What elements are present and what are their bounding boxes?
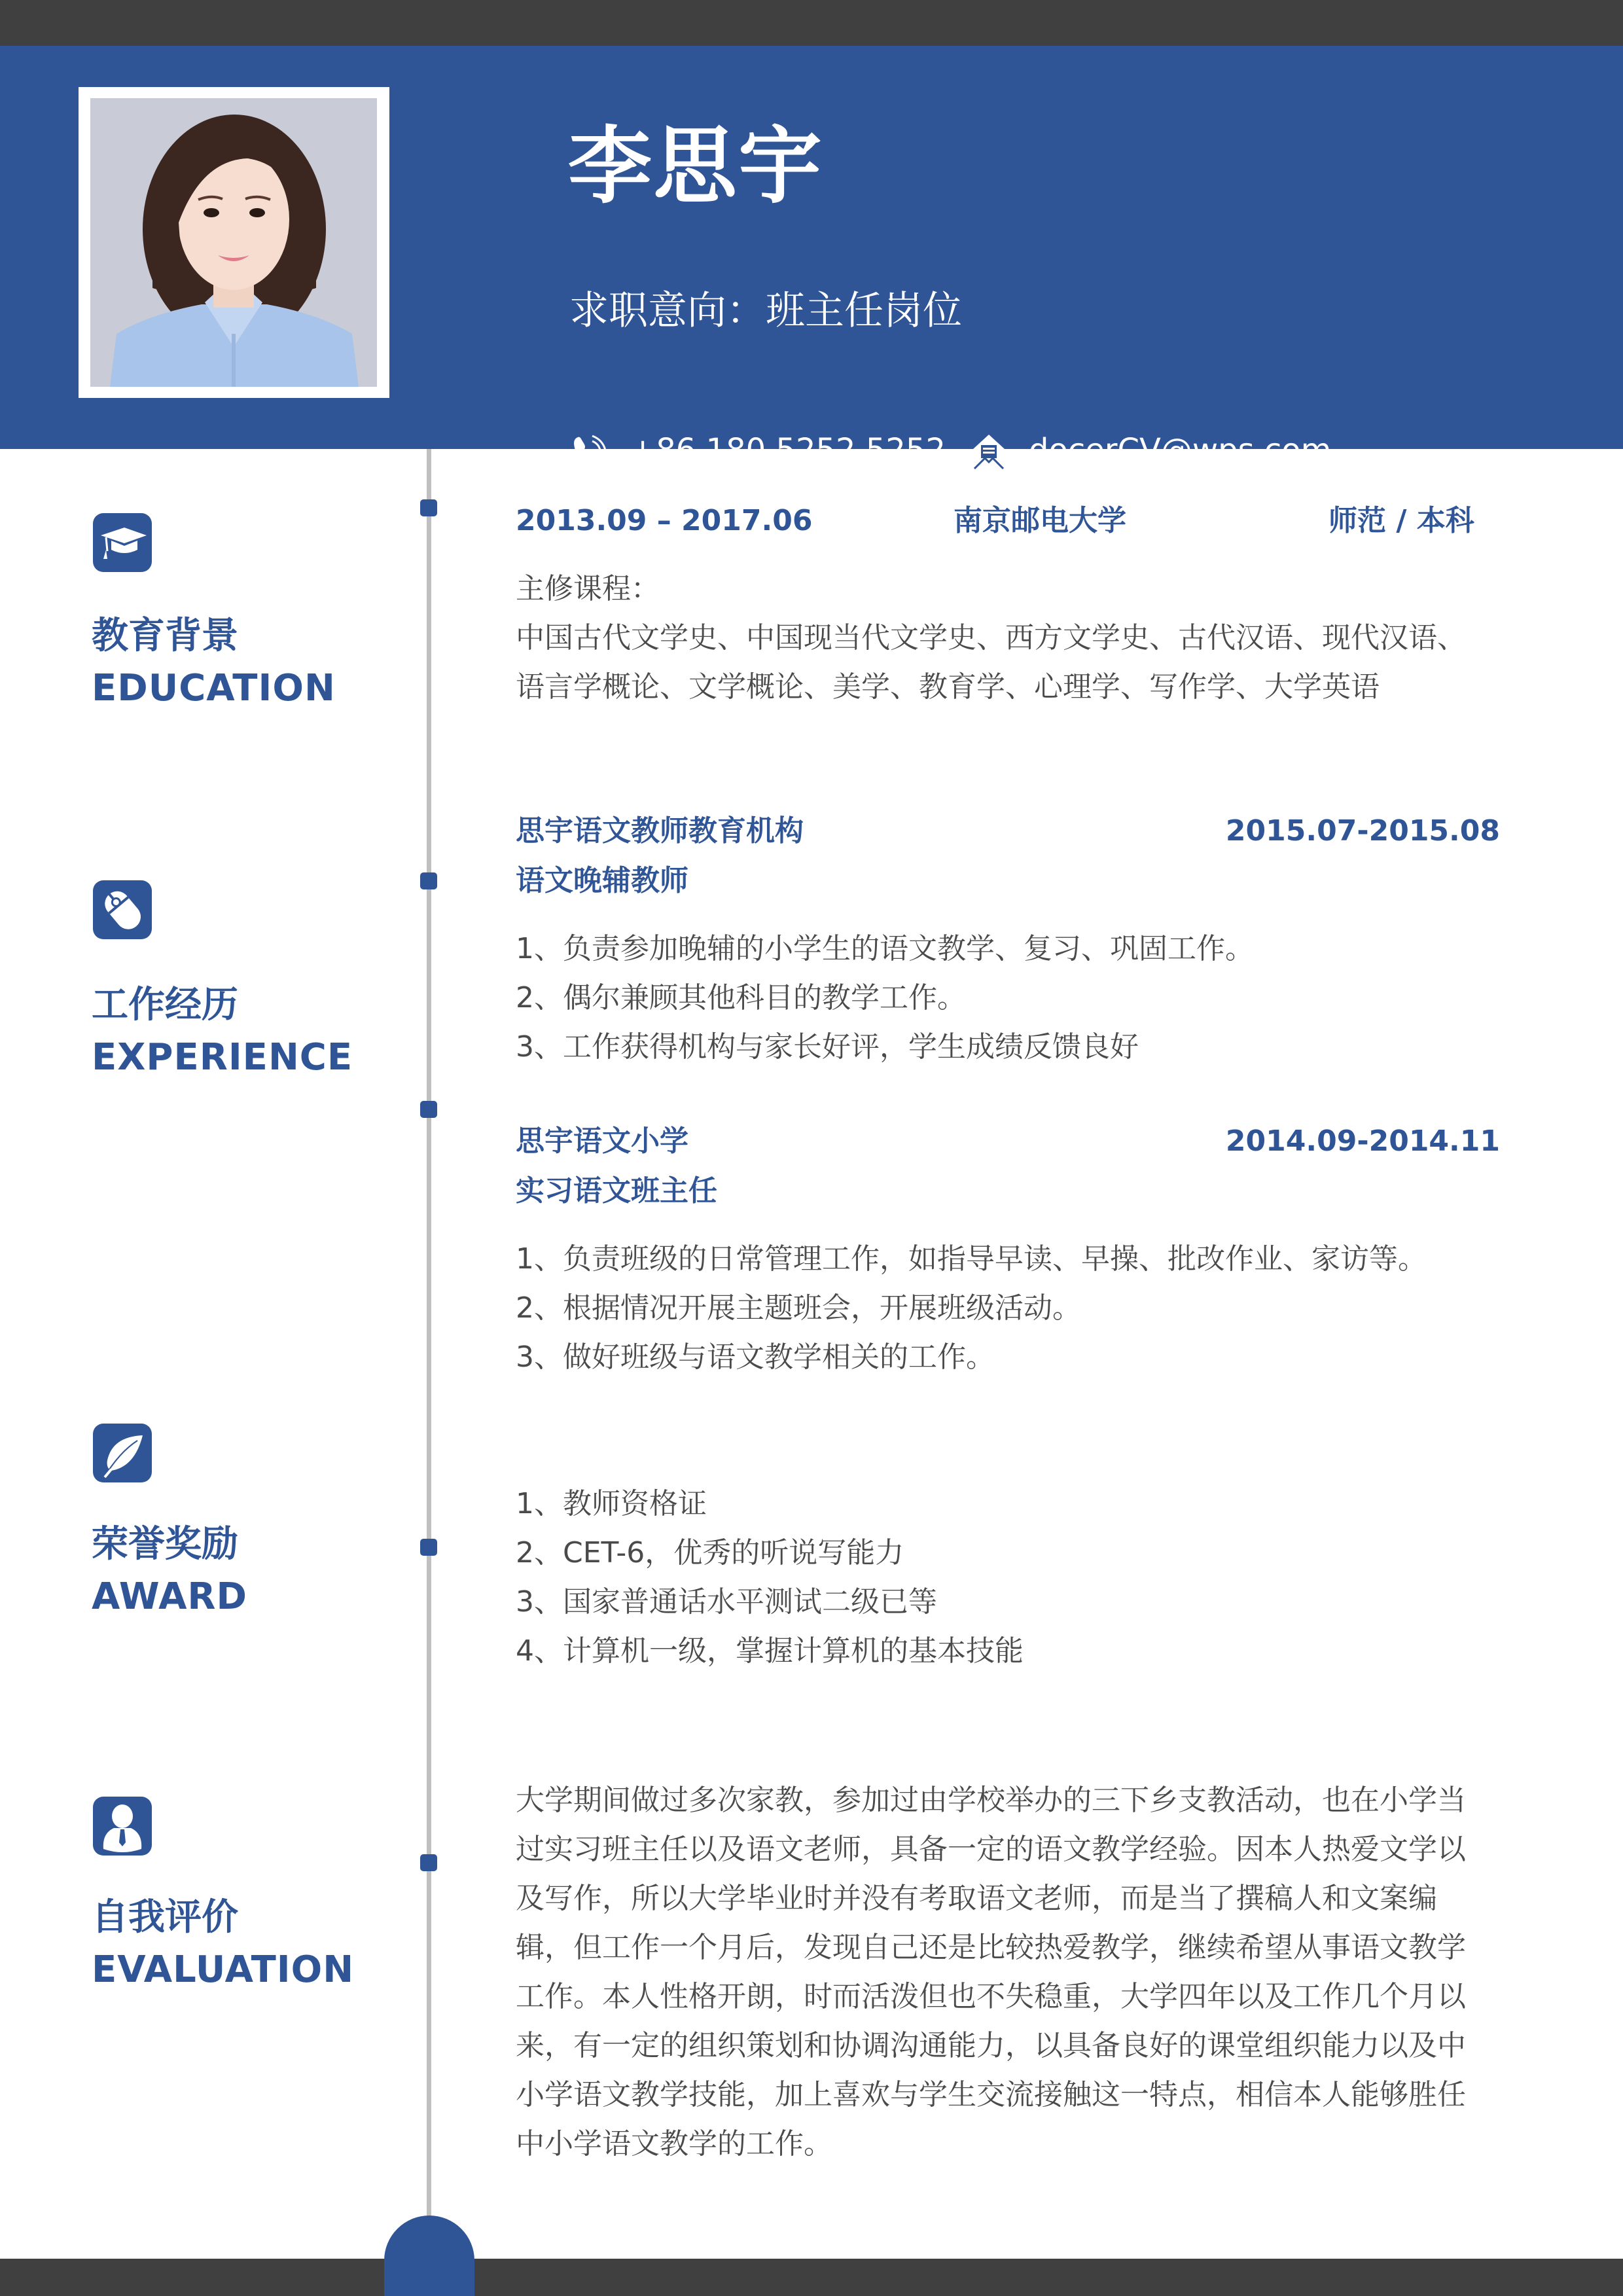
- email-address[interactable]: docerCV@wps.com: [1029, 432, 1332, 469]
- job-1-organization: 思宇语文教师教育机构: [516, 814, 804, 848]
- leaf-icon: [93, 1424, 152, 1482]
- job-2-duty: 1、负责班级的日常管理工作，如指导早读、早操、批改作业、家访等。: [516, 1242, 1427, 1276]
- evaluation-line: 辑，但工作一个月后，发现自己还是比较热爱教学，继续希望从事语文教学: [516, 1931, 1466, 1964]
- section-title-award-en: AWARD: [92, 1575, 248, 1618]
- evaluation-line: 工作。本人性格开朗，时而活泼但也不失稳重，大学四年以及工作几个月以: [516, 1980, 1466, 2013]
- graduation-cap-icon: [93, 513, 152, 572]
- section-title-education-en: EDUCATION: [92, 667, 336, 709]
- award-item: 2、CET-6，优秀的听说写能力: [516, 1536, 904, 1570]
- profile-photo: [90, 98, 377, 387]
- section-title-evaluation-cn: 自我评价: [92, 1896, 238, 1939]
- footer-bar: [0, 2259, 1623, 2296]
- timeline-end-cap: [384, 2215, 474, 2296]
- courses-line-2: 语言学概论、文学概论、美学、教育学、心理学、写作学、大学英语: [516, 670, 1380, 704]
- section-title-experience-cn: 工作经历: [92, 984, 238, 1026]
- job-1-period: 2015.07-2015.08: [1225, 814, 1500, 848]
- timeline-marker-award: [420, 1539, 437, 1556]
- evaluation-line: 来，有一定的组织策划和协调沟通能力，以具备良好的课堂组织能力以及中: [516, 2029, 1466, 2062]
- phone-icon: [571, 435, 608, 474]
- portrait-illustration: [90, 98, 377, 387]
- evaluation-line: 中小学语文教学的工作。: [516, 2127, 832, 2161]
- envelope-icon: [971, 433, 1007, 473]
- mouse-icon: [93, 880, 152, 939]
- evaluation-line: 过实习班主任以及语文老师，具备一定的语文教学经验。因本人热爱文学以: [516, 1833, 1466, 1866]
- job-2-duty: 3、做好班级与语文教学相关的工作。: [516, 1340, 995, 1374]
- section-title-award-cn: 荣誉奖励: [92, 1523, 238, 1566]
- education-school: 南京邮电大学: [954, 504, 1126, 537]
- section-title-education-cn: 教育背景: [92, 615, 238, 657]
- evaluation-line: 大学期间做过多次家教，参加过由学校举办的三下乡支教活动，也在小学当: [516, 1784, 1466, 1817]
- award-item: 4、计算机一级，掌握计算机的基本技能: [516, 1634, 1024, 1668]
- timeline-marker-evaluation: [420, 1854, 437, 1871]
- evaluation-line: 及写作，所以大学毕业时并没有考取语文老师，而是当了撰稿人和文案编: [516, 1882, 1437, 1915]
- timeline-line: [427, 449, 431, 2262]
- job-objective: 求职意向：班主任岗位: [569, 288, 962, 334]
- phone-number[interactable]: +86 180 5252 5252: [630, 432, 946, 469]
- job-1-duty: 1、负责参加晚辅的小学生的语文教学、复习、巩固工作。: [516, 932, 1254, 965]
- timeline-marker-education: [420, 499, 437, 516]
- award-item: 3、国家普通话水平测试二级已等: [516, 1585, 937, 1619]
- job-2-organization: 思宇语文小学: [516, 1124, 688, 1158]
- timeline-marker-experience-2: [420, 1101, 437, 1118]
- job-1-role: 语文晚辅教师: [516, 864, 688, 897]
- candidate-name: 李思宇: [568, 118, 824, 215]
- section-title-evaluation-en: EVALUATION: [92, 1948, 355, 1991]
- businessman-icon: [93, 1797, 152, 1856]
- education-degree: 师范 / 本科: [1329, 504, 1474, 537]
- job-1-duty: 3、工作获得机构与家长好评，学生成绩反馈良好: [516, 1030, 1139, 1064]
- courses-line-1: 中国古代文学史、中国现当代文学史、西方文学史、古代汉语、现代汉语、: [516, 621, 1466, 655]
- top-bar: [0, 0, 1623, 46]
- job-2-role: 实习语文班主任: [516, 1174, 717, 1208]
- education-period: 2013.09 – 2017.06: [516, 504, 813, 537]
- section-title-experience-en: EXPERIENCE: [92, 1036, 353, 1079]
- timeline-marker-experience-1: [420, 872, 437, 889]
- award-item: 1、教师资格证: [516, 1487, 707, 1520]
- job-2-period: 2014.09-2014.11: [1225, 1124, 1500, 1158]
- job-2-duty: 2、根据情况开展主题班会，开展班级活动。: [516, 1291, 1081, 1325]
- courses-label: 主修课程：: [516, 572, 660, 605]
- job-1-duty: 2、偶尔兼顾其他科目的教学工作。: [516, 981, 966, 1014]
- evaluation-line: 小学语文教学技能，加上喜欢与学生交流接触这一特点，相信本人能够胜任: [516, 2078, 1466, 2111]
- photo-frame: [79, 87, 389, 398]
